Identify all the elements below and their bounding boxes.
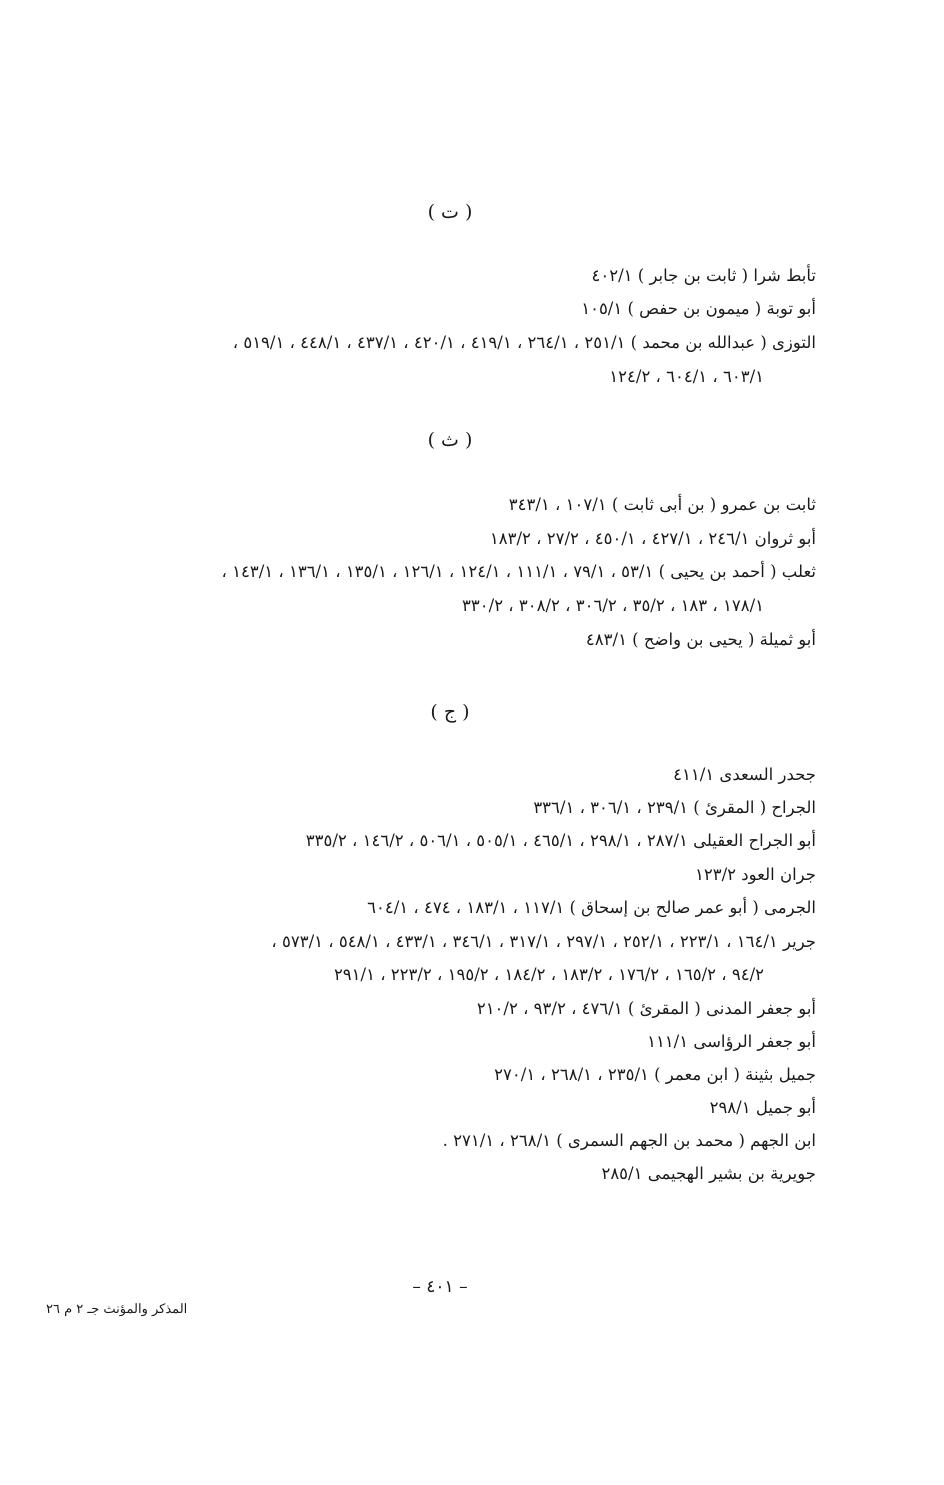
section-heading-tha: ( ث ) [427, 429, 473, 451]
index-entry: أبو جعفر المدنى ( المقرئ ) ٤٧٦/١ ، ٩٣/٢ ، ٢١٠/٢ [476, 999, 816, 1018]
index-entry: أبو ثروان ٢٤٦/١ ، ٤٢٧/١ ، ٤٥٠/١ ، ٢٧/٢ ، ١٨٣/٢ [489, 529, 816, 548]
index-entry: أبو جعفر الرؤاسى ١١١/١ [647, 1032, 816, 1051]
index-entry-continuation: ٦٠٣/١ ، ٦٠٤/١ ، ١٢٤/٢ [609, 367, 764, 386]
index-entry: جويرية بن بشير الهجيمى ٢٨٥/١ [601, 1164, 816, 1183]
section-heading-jim: ( ج ) [430, 701, 470, 723]
index-entry: جرير ١٦٤/١ ، ٢٢٣/١ ، ٢٥٢/١ ، ٢٩٧/١ ، ٣١٧/١ ، ٣٤٦/١ ، ٤٣٣/١ ، ٥٤٨/١ ، ٥٧٣/١ ، [271, 932, 816, 951]
index-entry: جران العود ١٢٣/٢ [695, 865, 816, 884]
index-entry-continuation: ٩٤/٢ ، ١٦٥/٢ ، ١٧٦/٢ ، ١٨٣/٢ ، ١٨٤/٢ ، ١٩٥/٢ ، ٢٢٣/٢ ، ٢٩١/١ [333, 965, 764, 984]
book-signature: المذكر والمؤنث جـ ٢ م ٢٦ [46, 1302, 188, 1317]
index-entry: ثعلب ( أحمد بن يحيى ) ٥٣/١ ، ٧٩/١ ، ١١١/١ ، ١٢٤/١ ، ١٢٦/١ ، ١٣٥/١ ، ١٣٦/١ ، ١٤٣/١ ، [221, 562, 816, 581]
index-entry: الجراح ( المقرئ ) ٢٣٩/١ ، ٣٠٦/١ ، ٣٣٦/١ [533, 798, 816, 817]
index-entry: أبو جميل ٢٩٨/١ [709, 1098, 816, 1117]
index-entry: الجرمى ( أبو عمر صالح بن إسحاق ) ١١٧/١ ، ١٨٣/١ ، ٤٧٤ ، ٦٠٤/١ [367, 898, 816, 917]
index-entry: تأبط شرا ( ثابت بن جابر ) ٤٠٢/١ [591, 266, 816, 285]
index-entry: ثابت بن عمرو ( بن أبى ثابت ) ١٠٧/١ ، ٣٤٣/١ [508, 495, 816, 514]
index-entry: ابن الجهم ( محمد بن الجهم السمرى ) ٢٦٨/١ ، ٢٧١/١ . [442, 1131, 816, 1150]
index-entry-continuation: ١٧٨/١ ، ١٨٣ ، ٣٥/٢ ، ٣٠٦/٢ ، ٣٠٨/٢ ، ٣٣٠/٢ [462, 596, 764, 615]
index-entry: أبو الجراح العقيلى ٢٨٧/١ ، ٢٩٨/١ ، ٤٦٥/١ ، ٥٠٥/١ ، ٥٠٦/١ ، ١٤٦/٢ ، ٣٣٥/٢ [305, 831, 816, 850]
section-heading-ta: ( ت ) [427, 201, 473, 223]
index-entry: جميل بثينة ( ابن معمر ) ٢٣٥/١ ، ٢٦٨/١ ، ٢٧٠/١ [494, 1065, 816, 1084]
page-number: – ٤٠١ – [412, 1277, 468, 1297]
index-entry: أبو ثميلة ( يحيى بن واضح ) ٤٨٣/١ [585, 630, 816, 649]
index-entry: أبو توبة ( ميمون بن حفص ) ١٠٥/١ [581, 299, 816, 318]
index-entry: التوزى ( عبدالله بن محمد ) ٢٥١/١ ، ٢٦٤/١ ، ٤١٩/١ ، ٤٢٠/١ ، ٤٣٧/١ ، ٤٤٨/١ ، ٥١٩/١ ، [232, 333, 816, 352]
index-entry: جحدر السعدى ٤١١/١ [673, 765, 816, 784]
